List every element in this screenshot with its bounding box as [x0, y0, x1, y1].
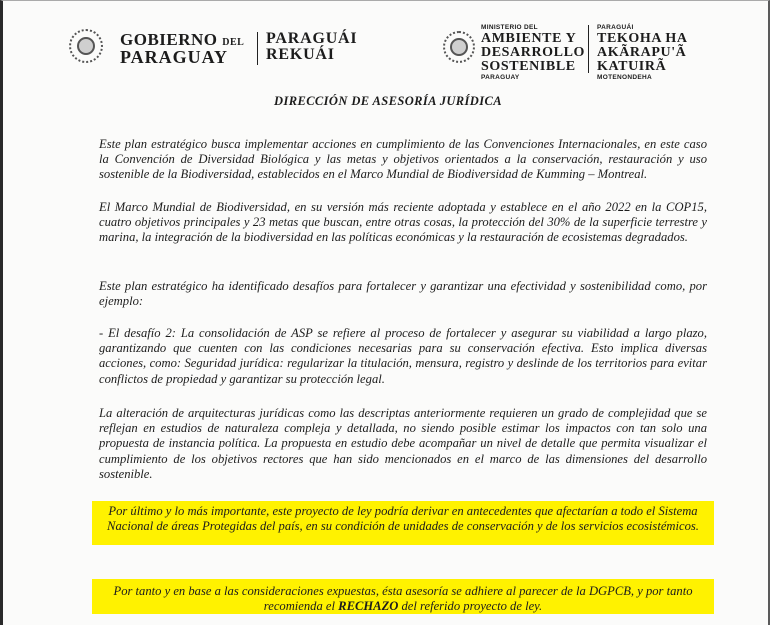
ministry-logo-text: MINISTERIO DEL AMBIENTE Y DESARROLLO SOSTENIBLE PARAGUAY [481, 24, 586, 81]
conclusion-text-end: del referido proyecto de ley. [398, 599, 543, 614]
paraguai-rekuai-text: PARAGUÁI REKUÁI [266, 30, 358, 63]
paragraph: La alteración de arquitecturas jurídicas como las descriptas anteriormente requieren un grado de complejidad que se reflejan en estudios de naturaleza compleja y detallada, no siendo posible estimar los impactos con tan solo una propuesta de instancia política. La propuesta en estudio debe acompañar un nivel de detalle que permita visualizar el cumplimiento de los objetivos rectores que han sido mencionados en el marco de las dimensiones del desarrollo sostenible. [99, 406, 707, 481]
header-divider [588, 25, 589, 73]
conclusion-text: Por tanto y en base a las consideraciones expuestas, ésta asesoría se adhiere al parecer de la DGPCB, y por tanto recomienda el [113, 584, 693, 614]
gobierno-logo-text: GOBIERNO DEL PARAGUAY [120, 30, 245, 67]
rechazo-text: RECHAZO [338, 599, 399, 614]
letterhead [3, 1, 770, 91]
tekoha-logo-text: PARAGUÁI TEKOHA HA AKÃRAPU'Ã KATUIRÃ MOTENONDEHA [597, 24, 688, 81]
ministry-seal-icon [443, 31, 475, 63]
conclusion-paragraph [99, 584, 707, 614]
paragraph: Este plan estratégico busca implementar acciones en cumplimiento de las Convenciones Internacionales, en este caso la Convención de Diversidad Biológica y las metas y objetivos orientados a la conservación, restauración y uso sostenible de la Biodiversidad, establecidos en el Marco Mundial de Biodiversidad de Kumming – Montreal. [99, 137, 707, 182]
document-title: DIRECCIÓN DE ASESORÍA JURÍDICA [274, 94, 502, 108]
highlighted-paragraph: Por último y lo más importante, este proyecto de ley podría derivar en antecedentes que afectarían a todo el Sistema Nacional de áreas Protegidas del país, en su condición de unidades de conservación y de los servicios ecosistémicos. [107, 504, 699, 534]
paragraph: Este plan estratégico ha identificado desafíos para fortalecer y garantizar una efectividad y sostenibilidad como, por ejemplo: [99, 279, 707, 309]
paragraph: - El desafío 2: La consolidación de ASP se refiere al proceso de fortalecer y asegurar su viabilidad a largo plazo, garantizando que cuenten con las condiciones necesarias para su conservación efectiva. Esto implica diversas acciones, como: Seguridad jurídica: regularizar la titulación, mensura, registro y deslinde de los territorios para evitar conflictos de propiedad y garantizar su protección legal. [99, 326, 707, 386]
paragraph: El Marco Mundial de Biodiversidad, en su versión más reciente adoptada y establece en el año 2022 en la COP15, cuatro objetivos principales y 23 metas que buscan, entre otras cosas, la protección del 30% de la superficie terrestre y marina, la integración de la biodiversidad en las políticas económicas y la restauración de ecosistemas degradados. [99, 200, 707, 245]
header-divider [257, 32, 258, 65]
government-seal-icon [69, 29, 103, 63]
